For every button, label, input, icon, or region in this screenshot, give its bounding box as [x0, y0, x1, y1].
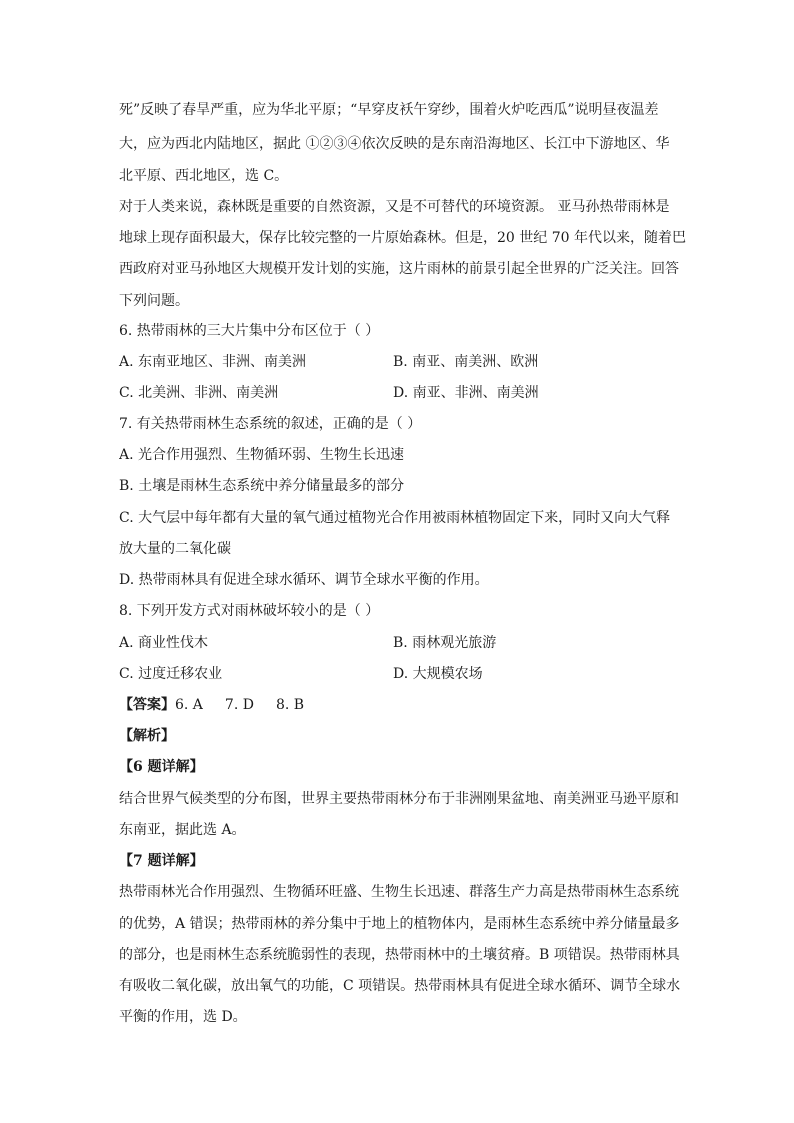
question-6-option-d: D. 南亚、非洲、南美洲 [393, 385, 539, 401]
detail-6-line: 东南亚，据此选 A。 [119, 822, 246, 838]
answer-item: 6. A [175, 697, 203, 713]
intro-line: 北平原、西北地区，选 C。 [119, 168, 289, 184]
answer-line [119, 695, 679, 715]
detail-7-line: 热带雨林光合作用强烈、生物循环旺盛、生物生长迅速、群落生产力高是热带雨林生态系统 [119, 884, 679, 900]
detail-7-line: 的优势，A 错误；热带雨林的养分集中于地上的植物体内，是雨林生态系统中养分储量最多 [119, 916, 680, 932]
question-6-option-c: C. 北美洲、非洲、南美洲 [119, 385, 279, 401]
question-7-option-c: C. 大气层中每年都有大量的氧气通过植物光合作用被雨林植物固定下来，同时又向大气释 [119, 510, 671, 526]
question-7-option-b: B. 土壤是雨林生态系统中养分储量最多的部分 [119, 478, 405, 494]
intro-line: 大，应为西北内陆地区，据此 ①②③④依次反映的是东南沿海地区、长江中下游地区、华 [119, 136, 670, 152]
passage-line: 下列问题。 [119, 293, 189, 309]
question-7-option-a: A. 光合作用强烈、生物循环弱、生物生长迅速 [119, 447, 405, 463]
analysis-label: 【解析】 [119, 728, 175, 744]
detail-7-line: 有吸收二氧化碳，放出氧气的功能，C 项错误。热带雨林具有促进全球水循环、调节全球水 [119, 978, 681, 994]
detail-6-line: 结合世界气候类型的分布图，世界主要热带雨林分布于非洲刚果盆地、南美洲亚马逊平原和 [119, 791, 679, 807]
detail-6-label: 【6 题详解】 [119, 759, 204, 775]
question-6-stem: 6. 热带雨林的三大片集中分布区位于（ ） [119, 323, 380, 339]
answer-label: 【答案】 [119, 697, 175, 713]
detail-7-label: 【7 题详解】 [119, 853, 204, 869]
answer-item: 7. D [224, 697, 254, 713]
question-8-option-d: D. 大规模农场 [393, 666, 483, 682]
question-7-option-d: D. 热带雨林具有促进全球水循环、调节全球水平衡的作用。 [119, 572, 489, 588]
question-8-option-b: B. 雨林观光旅游 [393, 635, 497, 651]
question-7-option-c-cont: 放大量的二氧化碳 [119, 541, 231, 557]
question-8-option-c: C. 过度迁移农业 [119, 666, 223, 682]
intro-line: 死”反映了春旱严重，应为华北平原；“早穿皮袄午穿纱，围着火炉吃西瓜”说明昼夜温差 [119, 102, 659, 118]
question-8-stem: 8. 下列开发方式对雨林破坏较小的是（ ） [119, 603, 380, 619]
detail-7-line: 平衡的作用，选 D。 [119, 1009, 247, 1025]
passage-line: 西政府对亚马孙地区大规模开发计划的实施，这片雨林的前景引起全世界的广泛关注。回答 [119, 261, 679, 277]
answer-item: 8. B [275, 697, 305, 713]
detail-7-line: 的部分，也是雨林生态系统脆弱性的表现，热带雨林中的土壤贫瘠。B 项错误。热带雨林具 [119, 947, 680, 963]
passage-line: 地球上现存面积最大，保存比较完整的一片原始森林。但是，20 世纪 70 年代以来，随着巴 [119, 230, 686, 246]
question-8-option-a: A. 商业性伐木 [119, 635, 209, 651]
question-7-stem: 7. 有关热带雨林生态系统的叙述，正确的是（ ） [119, 416, 422, 432]
question-6-option-b: B. 南亚、南美洲、欧洲 [393, 354, 539, 370]
question-6-option-a: A. 东南亚地区、非洲、南美洲 [119, 354, 307, 370]
passage-line: 对于人类来说，森林既是重要的自然资源，又是不可替代的环境资源。 亚马孙热带雨林是 [119, 199, 670, 215]
